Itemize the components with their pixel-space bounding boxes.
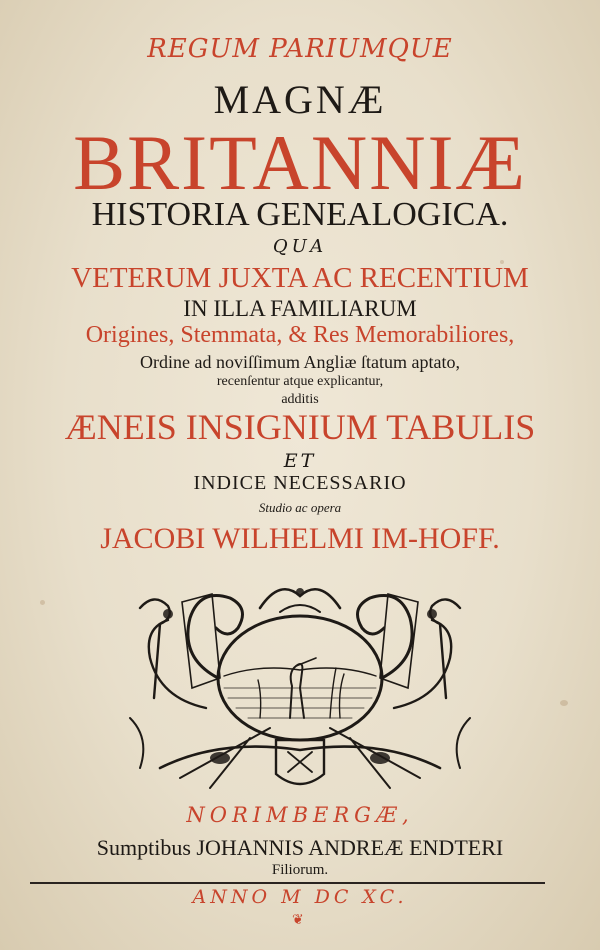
- title-line-regum: REGUM PARIUMQUE: [147, 34, 453, 64]
- printers-device-emblem: [120, 568, 480, 798]
- foxing-spot: [40, 600, 45, 605]
- flourish-ornament: ❦: [292, 912, 304, 928]
- imprint-publisher: Sumptibus JOHANNIS ANDREÆ ENDTERI: [96, 835, 504, 860]
- title-line-qua: QUA: [272, 236, 328, 257]
- title-line-ordine: Ordine ad noviſſimum Angliæ ſtatum aptato,: [140, 352, 460, 372]
- title-line-britanniae: BRITANNIÆ: [73, 119, 527, 206]
- title-line-recensentur: recenſentur atque explicantur,: [216, 374, 384, 389]
- imprint-year: ANNO M DC XC.: [192, 886, 408, 908]
- foxing-spot: [560, 700, 568, 706]
- author-name: JACOBI WILHELMI IM-HOFF.: [100, 522, 500, 555]
- imprint-rule: [30, 882, 545, 884]
- title-line-familiarum: IN ILLA FAMILIARUM: [183, 296, 417, 321]
- title-line-origines: Origines, Stemmata, & Res Memorabiliores,: [85, 322, 515, 348]
- title-line-et: ET: [283, 450, 317, 472]
- title-line-additis: additis: [281, 392, 319, 407]
- title-line-veterum: VETERUM JUXTA AC RECENTIUM: [71, 262, 529, 294]
- imprint-publisher-line2: Filiorum.: [271, 862, 329, 878]
- title-line-aeneis: ÆNEIS INSIGNIUM TABULIS: [64, 407, 536, 447]
- title-line-indice: INDICE NECESSARIO: [193, 472, 407, 494]
- imprint-place: NORIMBERGÆ,: [186, 803, 414, 827]
- title-line-studio: Studio ac opera: [258, 500, 342, 515]
- title-line-magnae: MAGNÆ: [213, 77, 387, 122]
- title-line-historia: HISTORIA GENEALOGICA.: [91, 196, 509, 233]
